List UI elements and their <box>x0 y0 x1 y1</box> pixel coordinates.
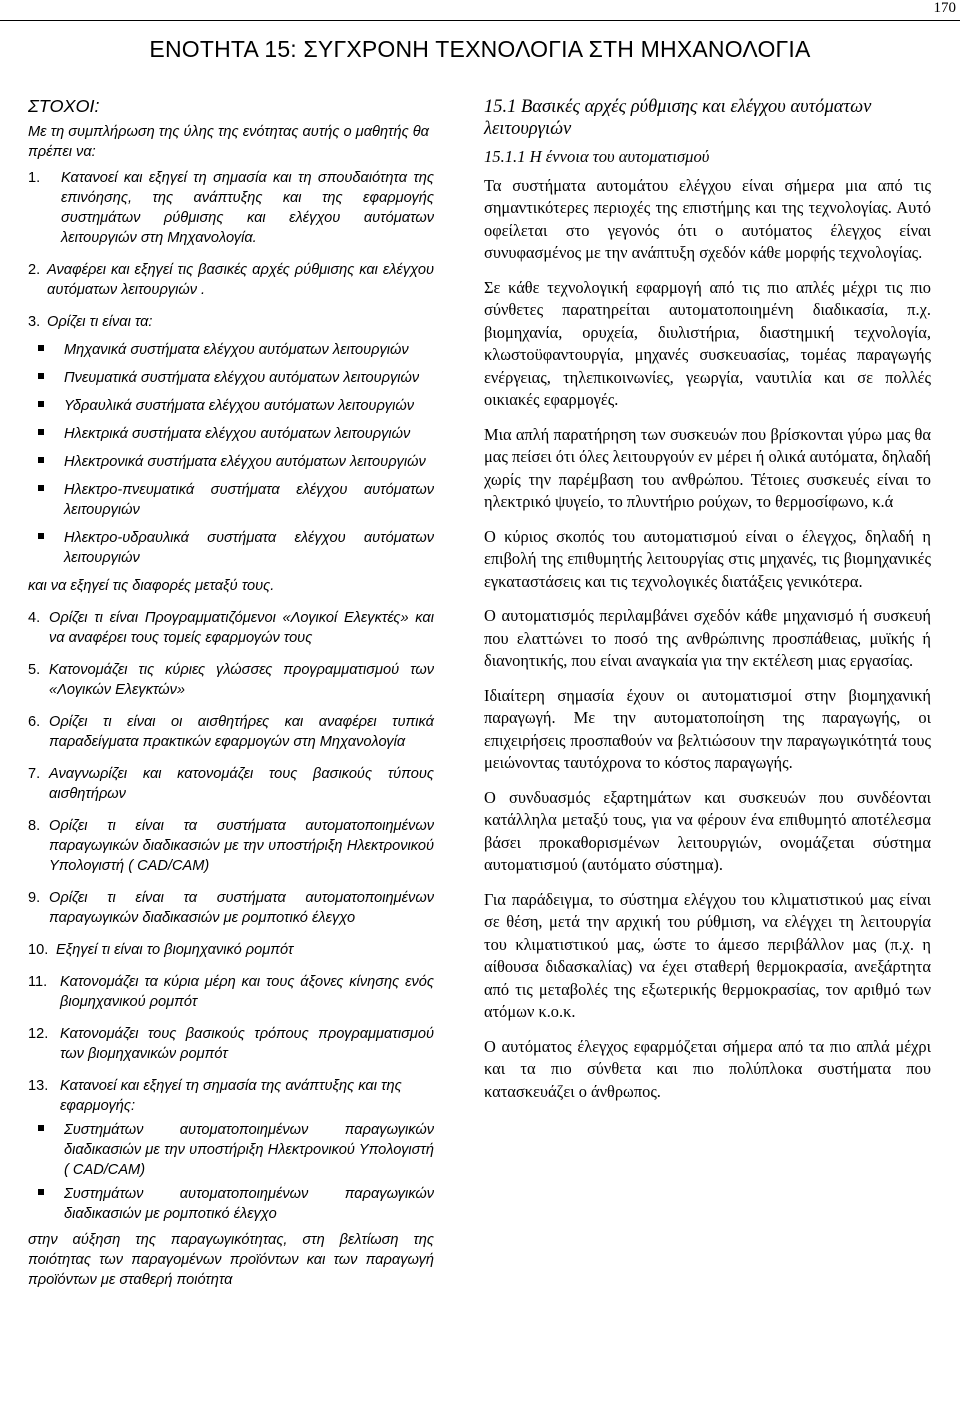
objective-item <box>28 940 434 960</box>
objectives-column <box>28 96 434 1290</box>
square-bullet-icon <box>38 373 44 379</box>
list-item <box>38 424 434 444</box>
paragraph: Για παράδειγμα, το σύστημα ελέγχου του κλιματιστικού μας είναι σε θέση, μετά την αρχική του ρύθμιση, να ελέγχει τη λειτουργία του κλιματιστικού μας, ώστε το άμεσο περιβάλλον μας (π.χ. η αίθουσα διδασκαλίας) να έχει σταθερή θερμοκρασία, ανεξάρτητα από τις μεταβολές της εξωτερικής θερμοκρασίας, τον αριθμό των ατόμων κ.ο.κ. <box>484 889 931 1021</box>
objective-number: 1. <box>28 170 41 186</box>
list-item <box>38 340 434 360</box>
section-title: 15.1 Βασικές αρχές ρύθμισης και ελέγχου αυτόματων λειτουργιών <box>484 97 872 139</box>
objective-item <box>28 888 434 928</box>
objective-text: Ορίζει τι είναι τα: <box>47 314 153 330</box>
chapter-title: ΕΝΟΤΗΤΑ 15: ΣΥΓΧΡΟΝΗ ΤΕΧΝΟΛΟΓΙΑ ΣΤΗ ΜΗΧΑΝΟΛΟΓΙΑ <box>149 36 811 62</box>
objective-item <box>28 1076 434 1116</box>
objective-text: Κατονομάζει τους βασικούς τρόπους προγραμματισμού των βιομηχανικών ρομπότ <box>60 1026 434 1062</box>
objective-text: Κατονομάζει τα κύρια μέρη και τους άξονες κίνησης ενός βιομηχανικού ρομπότ <box>60 974 434 1010</box>
square-bullet-icon <box>38 457 44 463</box>
list-item <box>38 452 434 472</box>
objective-number: 13. <box>28 1078 49 1094</box>
objective-item <box>28 1024 434 1064</box>
page-number: 170 <box>933 0 956 16</box>
paragraph: Μια απλή παρατήρηση των συσκευών που βρίσκονται γύρω μας θα μας πείσει ότι όλες λειτουργούν εν μέρει ή ολικά αυτόματα, δηλαδή χωρίς την παρέμβαση του ανθρώπου. Τέτοιες συσκευές είναι το ηλεκτρικό ψυγείο, το πλυντήριο ρούχων, το θερμοσίφωνο, κ.ά <box>484 424 931 511</box>
objective-text: Αναφέρει και εξηγεί τις βασικές αρχές ρύθμισης και ελέγχου αυτόματων λειτουργιών . <box>47 262 434 298</box>
square-bullet-icon <box>38 1189 44 1195</box>
square-bullet-icon <box>38 485 44 491</box>
objective-item <box>28 660 434 700</box>
list-item-text: Συστημάτων αυτοματοποιημένων παραγωγικών διαδικασιών με ρομποτικό έλεγχο <box>64 1186 434 1222</box>
list-item-text: Μηχανικά συστήματα ελέγχου αυτόματων λειτουργιών <box>64 342 409 358</box>
objective-number: 3. <box>28 314 41 330</box>
objective-number: 4. <box>28 610 41 626</box>
paragraph: Σε κάθε τεχνολογική εφαρμογή από τις πιο απλές μέχρι τις πιο σύνθετες παρατηρείται αυτοματοποιημένη διαδικασία, π.χ. βιομηχανία, ορυχεία, διυλιστήρια, διαστημική τεχνολογία, κλωστοϋφαντουργία, μηχανές συσκευασίας, τομέας παραγωγής ενέργειας, τηλεπικοινωνίες, γεωργία, ναυτιλία και σε πολλές οικιακές εφαρμογές. <box>484 277 931 409</box>
paragraph: Ο συνδυασμός εξαρτημάτων και συσκευών που συνδέονται κατάλληλα μεταξύ τους, για να φέρουν ένα επιθυμητό αποτέλεσμα βάσει προκαθορισμένων λειτουργιών, ονομάζεται σύστημα αυτοματισμού (αυτόματο σύστημα). <box>484 787 931 874</box>
objective-number: 11. <box>28 974 48 990</box>
objectives-intro: Με τη συμπλήρωση της ύλης της ενότητας αυτής ο μαθητής θα πρέπει να: <box>28 124 430 160</box>
objective-item <box>28 972 434 1012</box>
paragraph: Ο κύριος σκοπός του αυτοματισμού είναι ο έλεγχος, δηλαδή η επιβολή της επιθυμητής λειτουργίας στις μηχανές, τις βιομηχανικές εγκαταστάσεις και τις τεχνολογικές διατάξεις γενικότερα. <box>484 526 931 591</box>
list-item-text: Ηλεκτρο-πνευματικά συστήματα ελέγχου αυτόματων λειτουργιών <box>64 482 434 518</box>
objective-item <box>28 764 434 804</box>
objective-text: Ορίζει τι είναι τα συστήματα αυτοματοποιημένων παραγωγικών διαδικασιών με την υποστήριξη Ηλεκτρονικού Υπολογιστή ( CAD/CAM) <box>49 818 434 874</box>
objective-number: 8. <box>28 818 41 834</box>
objective-item <box>28 608 434 648</box>
objective-text: Ορίζει τι είναι Προγραμματιζόμενοι «Λογικοί Ελεγκτές» και να αναφέρει τους τομείς εφαρμογών τους <box>49 610 434 646</box>
bullet-list <box>28 340 434 568</box>
list-item-text: Ηλεκτρικά συστήματα ελέγχου αυτόματων λειτουργιών <box>64 426 411 442</box>
objective-closing: και να εξηγεί τις διαφορές μεταξύ τους. <box>28 578 275 594</box>
objective-text: Ορίζει τι είναι οι αισθητήρες και αναφέρει τυπικά παραδείγματα πρακτικών εφαρμογών στη Μηχανολογία <box>49 714 434 750</box>
objective-text: Κατανοεί και εξηγεί τη σημασία της ανάπτυξης και της εφαρμογής: <box>60 1078 402 1114</box>
square-bullet-icon <box>38 345 44 351</box>
list-item <box>38 528 434 568</box>
objective-item <box>28 312 434 332</box>
objectives-heading: ΣΤΟΧΟΙ: <box>28 96 100 116</box>
objective-number: 12. <box>28 1026 49 1042</box>
objective-number: 6. <box>28 714 41 730</box>
list-item-text: Ηλεκτρο-υδραυλικά συστήματα ελέγχου αυτόματων λειτουργιών <box>64 530 434 566</box>
objective-text: Κατονομάζει τις κύριες γλώσσες προγραμματισμού των «Λογικών Ελεγκτών» <box>49 662 434 698</box>
objective-item <box>28 168 434 248</box>
objective-text: Κατανοεί και εξηγεί τη σημασία και τη σπουδαιότητα της επινόησης, της ανάπτυξης και της εφαρμογής συστημάτων ρύθμισης και ελέγχου αυτόματων λειτουργιών στη Μηχανολογία. <box>61 170 434 246</box>
paragraph: Ιδιαίτερη σημασία έχουν οι αυτοματισμοί στην βιομηχανική παραγωγή. Με την αυτοματοποίηση της παραγωγής, οι επιχειρήσεις προσπαθούν να βελτιώσουν την παραγωγικότητά τους μειώνοντας ταυτόχρονα το κόστος παραγωγής. <box>484 685 931 772</box>
objective-number: 10. <box>28 942 49 958</box>
paragraph: Ο αυτόματος έλεγχος εφαρμόζεται σήμερα από τα πιο απλά μέχρι και τα πιο σύνθετα και πιο πολύπλοκα συστήματα που κατασκευάζει ο άνθρωπος. <box>484 1036 931 1101</box>
objective-closing: στην αύξηση της παραγωγικότητας, στη βελτίωση της ποιότητας των παραγομένων προϊόντων και των παραγωγή προϊόντων με σταθερή ποιότητα <box>28 1232 434 1288</box>
objective-number: 7. <box>28 766 41 782</box>
objective-number: 9. <box>28 890 41 906</box>
list-item-text: Συστημάτων αυτοματοποιημένων παραγωγικών διαδικασιών με την υποστήριξη Ηλεκτρονικού Υπολογιστή ( CAD/CAM) <box>64 1122 434 1178</box>
objective-number: 2. <box>28 262 41 278</box>
list-item-text: Ηλεκτρονικά συστήματα ελέγχου αυτόματων λειτουργιών <box>64 454 426 470</box>
objective-number: 5. <box>28 662 41 678</box>
objective-text: Ορίζει τι είναι τα συστήματα αυτοματοποιημένων παραγωγικών διαδικασιών με ρομποτικό έλεγχο <box>49 890 434 926</box>
objective-item <box>28 260 434 300</box>
square-bullet-icon <box>38 429 44 435</box>
main-text-column <box>484 96 931 1115</box>
subsection-title: 15.1.1 Η έννοια του αυτοματισμού <box>484 147 710 166</box>
list-item-text: Πνευματικά συστήματα ελέγχου αυτόματων λειτουργιών <box>64 370 420 386</box>
objective-item <box>28 712 434 752</box>
header-rule <box>0 20 960 21</box>
objective-item <box>28 816 434 876</box>
paragraph: Ο αυτοματισμός περιλαμβάνει σχεδόν κάθε μηχανισμό ή συσκευή που ελαττώνει το ποσό της ανθρώπινης προσπάθειας, μυϊκής ή διανοητικής, που είναι αναγκαία για την εκτέλεση μιας εργασίας. <box>484 606 931 670</box>
list-item <box>38 480 434 520</box>
paragraph: Τα συστήματα αυτομάτου ελέγχου είναι σήμερα μια από τις σημαντικότερες περιοχές της επιστήμης και της τεχνολογίας. Αυτό οφείλεται στο γεγονός ότι ο αυτόματος έλεγχος είναι συνυφασμένος με την ανάπτυξη σχεδόν κάθε μορφής τεχνολογίας. <box>484 175 931 262</box>
square-bullet-icon <box>38 401 44 407</box>
square-bullet-icon <box>38 1125 44 1131</box>
list-item <box>38 1120 434 1180</box>
objective-text: Εξηγεί τι είναι το βιομηχανικό ρομπότ <box>56 942 294 958</box>
square-bullet-icon <box>38 533 44 539</box>
list-item <box>38 368 434 388</box>
list-item <box>38 1184 434 1224</box>
list-item <box>38 396 434 416</box>
objective-text: Αναγνωρίζει και κατονομάζει τους βασικούς τύπους αισθητήρων <box>49 766 434 802</box>
list-item-text: Υδραυλικά συστήματα ελέγχου αυτόματων λειτουργιών <box>64 398 415 414</box>
